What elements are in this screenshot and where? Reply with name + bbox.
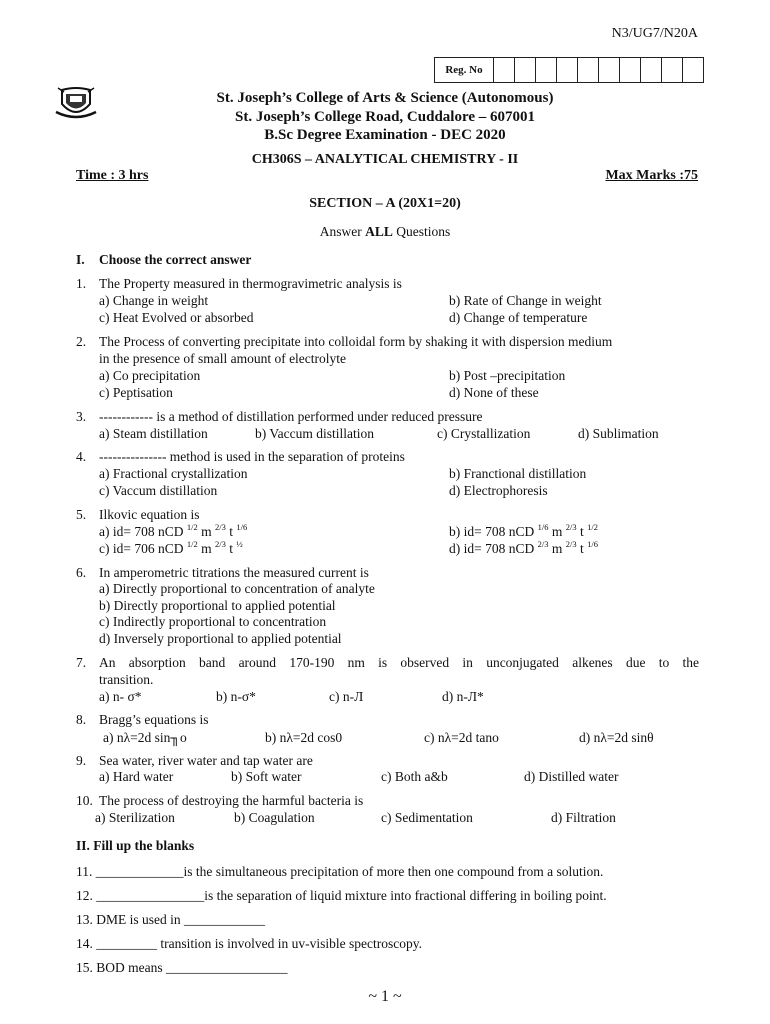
q9-text: Sea water, river water and tap water are (99, 753, 313, 768)
q5-number: 5. (76, 507, 87, 522)
q10-option-a: a) Sterilization (95, 810, 175, 825)
q1-number: 1. (76, 276, 87, 291)
reg-no-cell (578, 58, 599, 82)
q7-number: 7. (76, 655, 87, 670)
reg-no-cell (599, 58, 620, 82)
q7-option-b: b) n-σ* (216, 689, 256, 704)
q4-option-b: b) Franctional distillation (449, 466, 587, 481)
q8-option-b: b) nλ=2d cos0 (265, 730, 343, 745)
reg-no-cell (683, 58, 703, 82)
q4-option-d: d) Electrophoresis (449, 483, 548, 498)
q4-number: 4. (76, 449, 87, 464)
q3-option-d: d) Sublimation (578, 426, 659, 441)
q1-text: The Property measured in thermogravimetric analysis is (99, 276, 402, 291)
q8-option-a: a) nλ=2d sin╖o (103, 730, 187, 745)
q10-text: The process of destroying the harmful bacteria is (99, 793, 364, 808)
section-a-instruction: Answer ALL Questions (319, 224, 451, 239)
q9-option-d: d) Distilled water (524, 769, 619, 784)
part1-title: Choose the correct answer (99, 252, 252, 267)
reg-no-cell (557, 58, 578, 82)
q4-text: --------------- method is used in the separation of proteins (99, 449, 405, 464)
q10-option-c: c) Sedimentation (381, 810, 473, 825)
q7-text-line1: An absorption band around 170-190 nm is observed in unconjugated alkenes due to the (99, 655, 699, 670)
page-number: ~ 1 ~ (368, 988, 402, 1005)
q6-number: 6. (76, 565, 87, 580)
time-label: Time : 3 hrs (76, 168, 149, 183)
part1-number: I. (76, 252, 85, 267)
reg-no-cell (641, 58, 662, 82)
q9-option-a: a) Hard water (99, 769, 174, 784)
q5-option-a: a) id= 708 nCD $^{1/2}$ m $^{2/3}$ t $^{1/6}$ (99, 522, 248, 539)
q8-number: 8. (76, 712, 87, 727)
q12-text: 12. ________________is the separation of liquid mixture into fractional differing in boiling point. (76, 888, 607, 903)
q8-option-d: d) nλ=2d sinθ (579, 730, 654, 745)
q4-option-c: c) Vaccum distillation (99, 483, 218, 498)
part2-title: II. Fill up the blanks (76, 838, 195, 853)
q10-number: 10. (76, 793, 93, 808)
q8-option-c: c) nλ=2d tano (424, 730, 499, 745)
q1-option-b: b) Rate of Change in weight (449, 293, 602, 308)
reg-no-cell (536, 58, 557, 82)
q3-option-b: b) Vaccum distillation (255, 426, 374, 441)
paper-code: N3/UG7/N20A (611, 26, 698, 41)
q14-text: 14. _________ transition is involved in uv-visible spectroscopy. (76, 936, 422, 951)
q1-option-d: d) Change of temperature (449, 310, 588, 325)
q6-option-a: a) Directly proportional to concentration of analyte (99, 581, 375, 596)
q7-option-a: a) n- σ* (99, 689, 142, 704)
q7-text-line2: transition. (99, 672, 154, 687)
reg-no-label: Reg. No (435, 58, 494, 82)
q5-text: Ilkovic equation is (99, 507, 200, 522)
q3-option-a: a) Steam distillation (99, 426, 208, 441)
q6-option-d: d) Inversely proportional to applied potential (99, 631, 342, 646)
q2-text-line2: in the presence of small amount of electrolyte (99, 351, 347, 366)
max-marks-label: Max Marks :75 (605, 168, 698, 183)
q1-option-c: c) Heat Evolved or absorbed (99, 310, 254, 325)
q1-option-a: a) Change in weight (99, 293, 209, 308)
college-address: St. Joseph’s College Road, Cuddalore – 607001 (234, 109, 536, 125)
q8-text: Bragg’s equations is (99, 712, 209, 727)
reg-no-cell (662, 58, 683, 82)
exam-title: B.Sc Degree Examination - DEC 2020 (264, 127, 506, 143)
q5-option-b: b) id= 708 nCD $^{1/6}$ m $^{2/3}$ t $^{1/2}$ (449, 522, 599, 539)
q9-number: 9. (76, 753, 87, 768)
q10-option-d: d) Filtration (551, 810, 616, 825)
q2-option-d: d) None of these (449, 385, 539, 400)
reg-no-cell (515, 58, 536, 82)
q6-option-c: c) Indirectly proportional to concentration (99, 614, 327, 629)
q7-option-c: c) n-Л (329, 689, 364, 704)
q2-option-c: c) Peptisation (99, 385, 173, 400)
q2-option-a: a) Co precipitation (99, 368, 201, 383)
q6-option-b: b) Directly proportional to applied potential (99, 598, 336, 613)
q10-option-b: b) Coagulation (234, 810, 315, 825)
section-a-title: SECTION – A (20X1=20) (309, 196, 461, 211)
q4-option-a: a) Fractional crystallization (99, 466, 248, 481)
q2-text-line1: The Process of converting precipitate into colloidal form by shaking it with dispersion medium (99, 334, 613, 349)
q9-option-c: c) Both a&b (381, 769, 448, 784)
q7-option-d: d) n-Л* (442, 689, 484, 704)
college-name: St. Joseph’s College of Arts & Science (Autonomous) (216, 90, 554, 106)
reg-no-box (434, 57, 704, 83)
reg-no-cell (494, 58, 515, 82)
q5-option-c: c) id= 706 nCD $^{1/2}$ m $^{2/3}$ t $^{\frac{1}{2}}$ (99, 539, 243, 556)
q3-text: ------------ is a method of distillation performed under reduced pressure (99, 409, 483, 424)
q11-text: 11. _____________is the simultaneous precipitation of more then one compound from a solution. (76, 864, 604, 879)
reg-no-cell (620, 58, 641, 82)
q15-text: 15. BOD means __________________ (76, 960, 288, 975)
q6-text: In amperometric titrations the measured current is (99, 565, 369, 580)
q5-option-d: d) id= 708 nCD $^{2/3}$ m $^{2/3}$ t $^{1/6}$ (449, 539, 599, 556)
q2-option-b: b) Post –precipitation (449, 368, 566, 383)
course-title: CH306S – ANALYTICAL CHEMISTRY - II (251, 152, 519, 167)
q3-number: 3. (76, 409, 87, 424)
q13-text: 13. DME is used in ____________ (76, 912, 265, 927)
q3-option-c: c) Crystallization (437, 426, 531, 441)
q2-number: 2. (76, 334, 87, 349)
q9-option-b: b) Soft water (231, 769, 302, 784)
